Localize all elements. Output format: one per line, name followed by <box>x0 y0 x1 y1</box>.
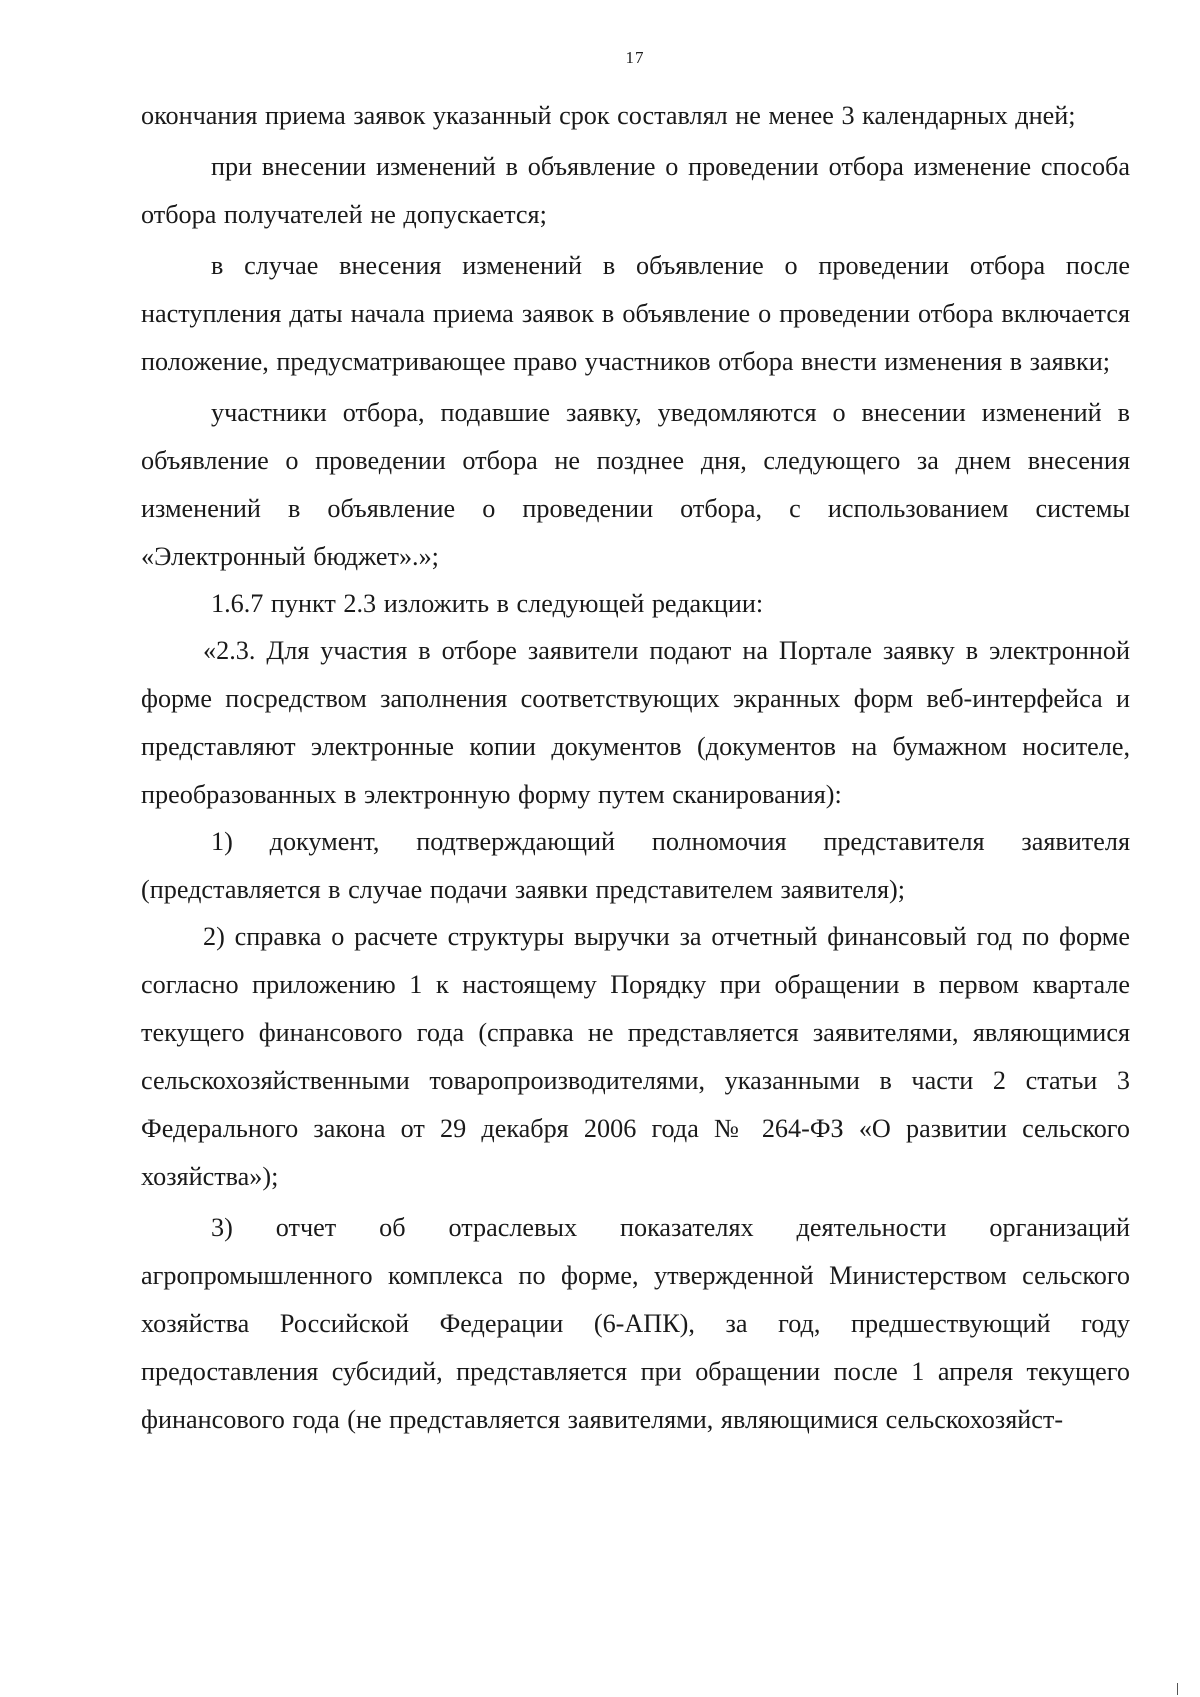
paragraph-selection-method: при внесении изменений в объявление о проведении отбора изменение способа отбора получателей не допускается; <box>141 152 1130 229</box>
paragraph-clause-2-3: «2.3. Для участия в отборе заявители подают на Портале заявку в электронной форме посредством заполнения соответствующих экранных форм веб-интерфейса и представляют электронные копии документов (документов на бумажном носителе, преобразованных в электронную форму путем сканирования): <box>141 636 1130 809</box>
paragraph-deadline-continuation: окончания приема заявок указанный срок составлял не менее 3 календарных дней; <box>141 101 1076 130</box>
paragraph-participants-notification: участники отбора, подавшие заявку, уведомляются о внесении изменений в объявление о проведении отбора не позднее дня, следующего за днем внесения изменений в объявление о проведении отбора, с использованием системы «Электронный бюджет».»; <box>141 398 1130 571</box>
scan-artifact <box>1177 1683 1178 1695</box>
document-body <box>141 92 1130 1444</box>
paragraph-item-1-6-7: 1.6.7 пункт 2.3 изложить в следующей редакции: <box>211 589 764 618</box>
paragraph-amendments-after-start: в случае внесения изменений в объявление о проведении отбора после наступления даты начала приема заявок в объявление о проведении отбора включается положение, предусматривающее право участников отбора внести изменения в заявки; <box>141 251 1130 376</box>
list-item-2: 2) справка о расчете структуры выручки за отчетный финансовый год по форме согласно приложению 1 к настоящему Порядку при обращении в первом квартале текущего финансового года (справка не представляется заявителями, являющимися сельскохозяйственными товаропроизводителями, указанными в части 2 статьи 3 Федерального закона от 29 декабря 2006 года № 264-ФЗ «О развитии сельского хозяйства»); <box>141 922 1130 1191</box>
page-number: 17 <box>625 48 645 67</box>
list-item-1: 1) документ, подтверждающий полномочия представителя заявителя (представляется в случае подачи заявки представителем заявителя); <box>141 827 1130 904</box>
list-item-3: 3) отчет об отраслевых показателях деятельности организаций агропромышленного комплекса по форме, утвержденной Министерством сельского хозяйства Российской Федерации (6-АПК), за год, предшествующий году предоставления субсидий, представляется при обращении после 1 апреля текущего финансового года (не представляется заявителями, являющимися сельскохозяйст- <box>141 1213 1130 1434</box>
